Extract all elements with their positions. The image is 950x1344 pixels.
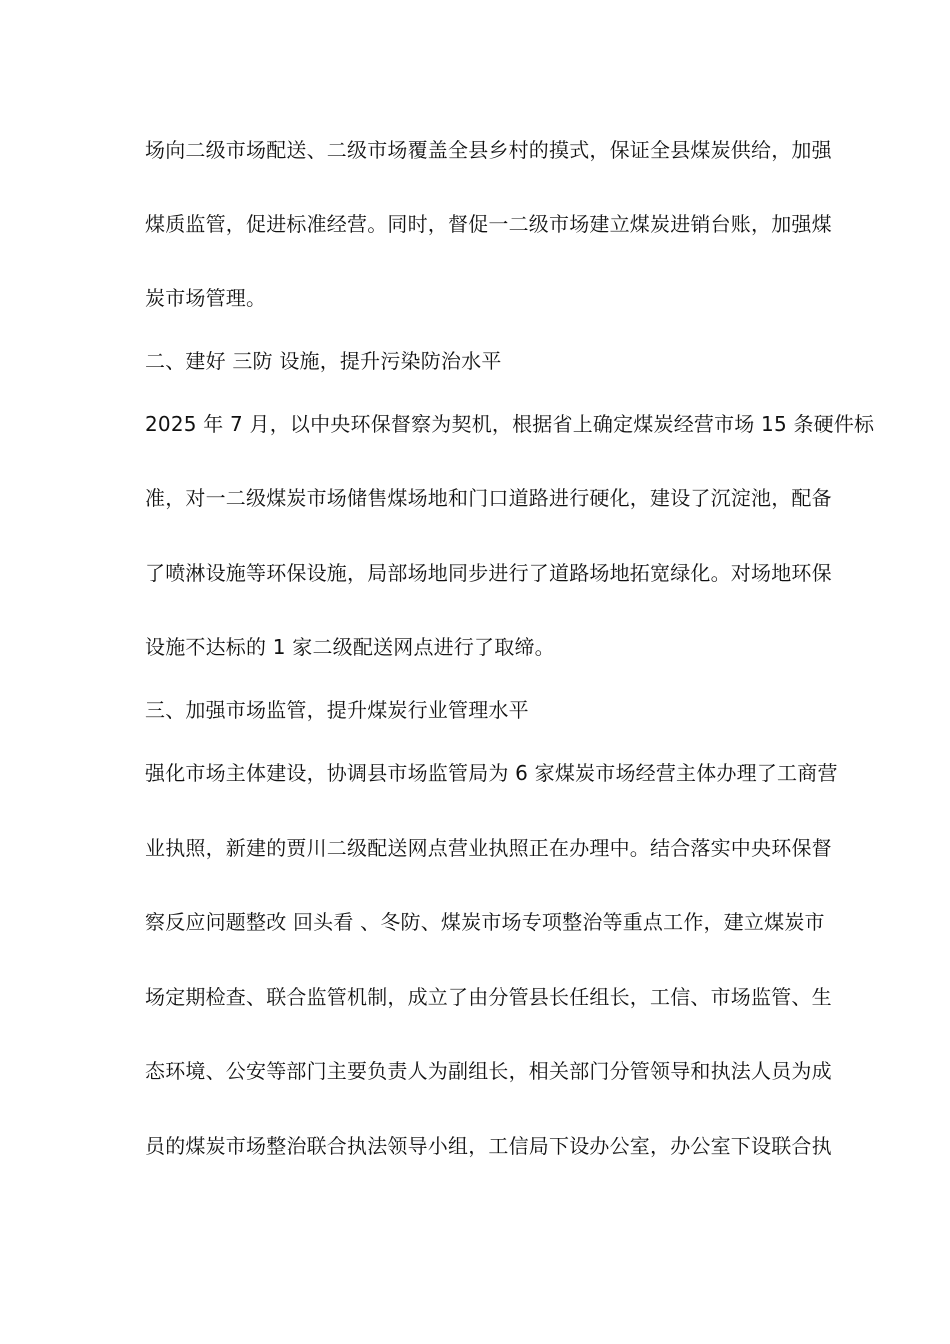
paragraph-line: 场定期检查、联合监管机制，成立了由分管县长任组长，工信、市场监管、生 bbox=[145, 985, 832, 1009]
paragraph-line: 准，对一二级煤炭市场储售煤场地和门口道路进行硬化，建设了沉淀池，配备 bbox=[145, 486, 832, 510]
paragraph-line: 察反应问题整改 回头看 、冬防、煤炭市场专项整治等重点工作，建立煤炭市 bbox=[145, 910, 825, 934]
section-heading: 二、建好 三防 设施，提升污染防治水平 bbox=[145, 349, 502, 373]
paragraph-line: 炭市场管理。 bbox=[145, 286, 267, 310]
paragraph-line: 2025 年 7 月，以中央环保督察为契机，根据省上确定煤炭经营市场 15 条硬件标 bbox=[145, 412, 875, 436]
paragraph-line: 强化市场主体建设，协调县市场监管局为 6 家煤炭市场经营主体办理了工商营 bbox=[145, 761, 838, 785]
paragraph-line: 场向二级市场配送、二级市场覆盖全县乡村的摸式，保证全县煤炭供给，加强 bbox=[145, 138, 832, 162]
paragraph-line: 态环境、公安等部门主要负责人为副组长，相关部门分管领导和执法人员为成 bbox=[145, 1059, 832, 1083]
section-heading: 三、加强市场监管，提升煤炭行业管理水平 bbox=[145, 698, 529, 722]
paragraph-line: 员的煤炭市场整治联合执法领导小组，工信局下设办公室，办公室下设联合执 bbox=[145, 1134, 832, 1158]
paragraph-line: 了喷淋设施等环保设施，局部场地同步进行了道路场地拓宽绿化。对场地环保 bbox=[145, 561, 832, 585]
paragraph-line: 煤质监管，促进标准经营。同时，督促一二级市场建立煤炭进销台账，加强煤 bbox=[145, 212, 832, 236]
paragraph-line: 设施不达标的 1 家二级配送网点进行了取缔。 bbox=[145, 635, 555, 659]
paragraph-line: 业执照，新建的贾川二级配送网点营业执照正在办理中。结合落实中央环保督 bbox=[145, 836, 832, 860]
